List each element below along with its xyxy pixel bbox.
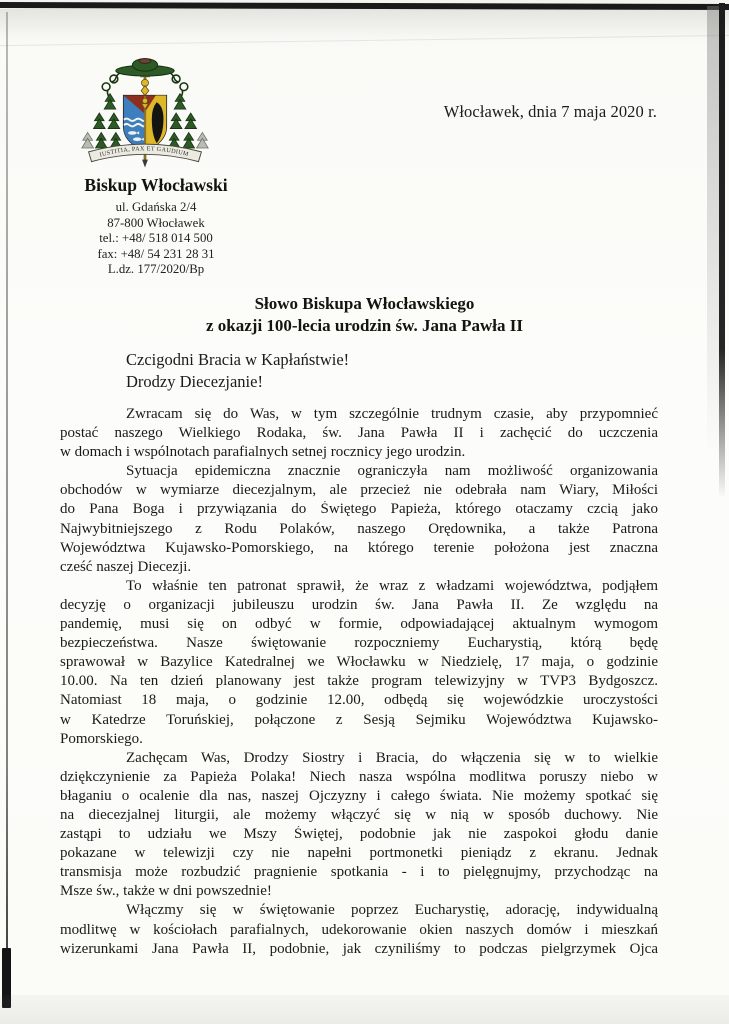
letter-body <box>60 406 658 960</box>
body-line: błaganiu o ocalenie dla nas, naszej Ojczyzny i całego świata. Nie możemy spotkać się <box>60 787 658 804</box>
scan-shadow-right <box>707 6 719 476</box>
body-line: Natomiast 18 maja, o godzinie 12.00, odbędą się wojewódzkie uroczystości <box>60 692 658 709</box>
paper-fold-shading <box>0 9 729 39</box>
body-line: Włączmy się w świętowanie poprzez Eucharystię, adorację, indywidualną <box>126 902 658 919</box>
body-line: obchodów w wymiarze diecezjalnym, ale przecież nie odebrała nam Wiary, Miłości <box>60 482 658 499</box>
address-line: fax: +48/ 54 231 28 31 <box>97 246 215 261</box>
body-line: Sytuacja epidemiczna znacznie ograniczyła nam możliwość organizowania <box>126 463 658 480</box>
letter-title-line2: z okazji 100-lecia urodzin św. Jana Pawła II <box>205 316 524 335</box>
body-line: Pomorskiego. <box>60 730 143 747</box>
address-line: ul. Gdańska 2/4 <box>115 200 197 214</box>
letter-title-line1: Słowo Biskupa Włocławskiego <box>254 294 475 313</box>
motto-text: IUSTITIA, PAX ET GAUDIUM <box>98 145 190 159</box>
address-line: L.dz. 177/2020/Bp <box>107 262 205 277</box>
body-line: zastąpi to udziału we Mszy Świętej, podobnie jak nie zaspokoi głodu danie <box>60 826 658 843</box>
body-line: 10.00. Na ten dzień planowany jest także program telewizyjny w TVP3 Bydgoszcz. <box>60 673 658 690</box>
letter-title <box>0 293 729 337</box>
body-line: modlitwę w kościołach parafialnych, udekorowanie okien naszych domów i mieszkań <box>60 921 658 938</box>
address-line: tel.: +48/ 518 014 500 <box>99 231 213 246</box>
body-line: pandemię, musi się on odbyć w formie, odpowiadającej aktualnym wymogom <box>60 616 658 633</box>
body-line: pokazane w telewizji czy nie napełni portmonetki pieniądz z ekranu. Jednak <box>60 845 658 862</box>
coat-of-arms-svg <box>75 56 215 170</box>
body-line: dziękczynienie za Papieża Polaka! Niech nasza wspólna modlitwa poruszy niebo w <box>60 768 658 785</box>
bishop-coat-of-arms-icon <box>75 56 215 170</box>
scan-edge-left <box>6 12 8 957</box>
body-line: w domach i wspólnotach parafialnych setnej rocznicy jego urodzin. <box>60 444 466 461</box>
body-line: Zachęcam Was, Drodzy Siostry i Bracia, do włączenia się w to wielkie <box>126 749 658 766</box>
body-line: bezpieczeństwa. Nasze świętowanie rozpoczniemy Eucharystią, którą będę <box>60 635 658 652</box>
body-line: na diecezjalnej liturgii, ale możemy włączyć się w nią w sposób duchowy. Nie <box>60 806 658 823</box>
body-line: decyzję o organizacji jubileuszu urodzin św. Jana Pawła II. Ze względu na <box>60 596 658 613</box>
body-line: Zwracam się do Was, w tym szczególnie trudnym czasie, aby przypomnieć <box>126 406 658 422</box>
address-line: 87-800 Włocławek <box>107 215 205 230</box>
body-line: w Katedrze Toruńskiej, połączone z Sesją Sejmiku Województwa Kujawsko- <box>60 711 658 728</box>
body-line: transmisja może rozbudzić pragnienie spotkania - i to pielęgnujmy, przychodząc na <box>60 864 658 881</box>
scan-edge-right <box>719 3 725 498</box>
salutation-block <box>126 349 349 393</box>
body-line: sprawował w Bazylice Katedralnej we Włocławku w Niedzielę, 17 maja, o godzinie <box>60 654 658 671</box>
body-line: postać naszego Wielkiego Rodaka, św. Jana Pawła II i zachęcić do uczczenia <box>60 425 658 442</box>
body-line: do Pana Boga i przywiązania do Świętego Papieża, którego otaczamy czcią jako <box>60 501 658 518</box>
body-line: cześć naszej Diecezji. <box>60 558 192 575</box>
salutation-line: Czcigodni Bracia w Kapłaństwie! <box>126 350 350 369</box>
body-line: Najwybitniejszego z Rodu Polaków, naszego Orędownika, a także Patrona <box>60 520 658 537</box>
salutation-line: Drodzy Diecezjanie! <box>126 372 263 391</box>
scan-bottom-shading <box>0 995 729 1024</box>
galero-hat <box>116 59 174 77</box>
body-line: wizerunkami Jana Pawła II, podobnie, jak czyniliśmy to podczas pielgrzymek Ojca <box>60 940 658 957</box>
body-line: Msze św., także w dni powszednie! <box>60 883 272 900</box>
body-line: To właśnie ten patronat sprawił, że wraz z władzami województwa, podjąłem <box>126 577 658 594</box>
sender-office-title: Biskup Włocławski <box>84 175 228 195</box>
date-line: Włocławek, dnia 7 maja 2020 r. <box>443 102 657 121</box>
body-line: Województwa Kujawsko-Pomorskiego, na którego terenie położona jest znaczna <box>60 539 658 556</box>
sender-address-block <box>61 200 251 278</box>
